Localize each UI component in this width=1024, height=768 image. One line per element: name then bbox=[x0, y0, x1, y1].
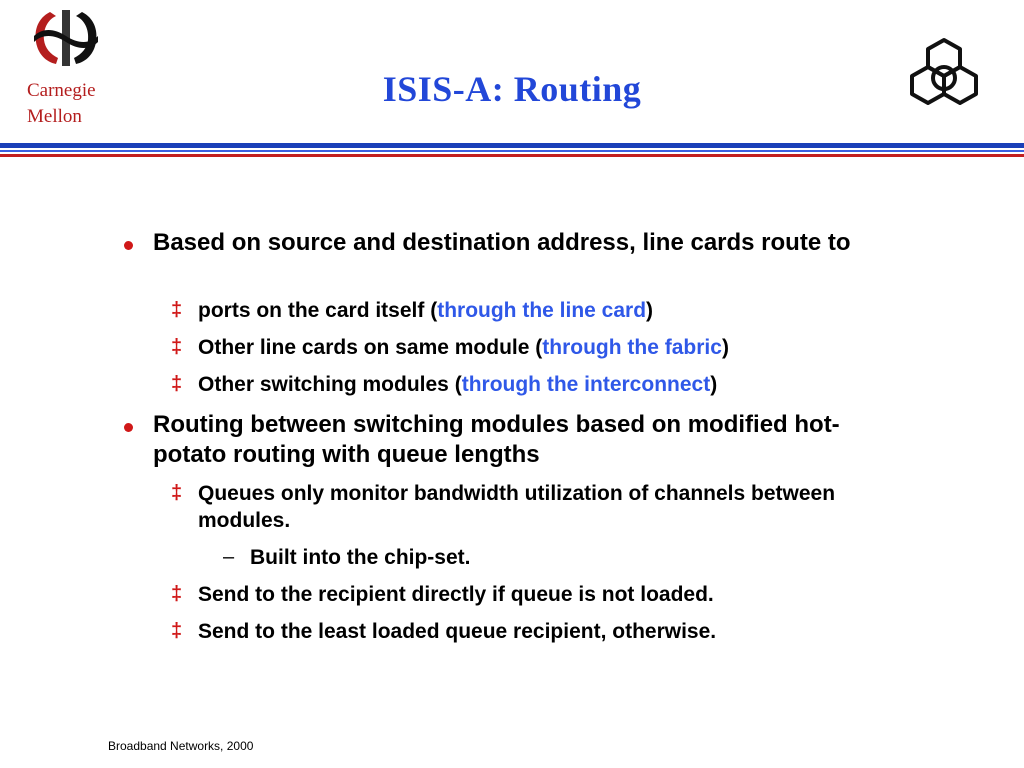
bullet-item bbox=[153, 228, 893, 258]
sub-bullet-text: Send to the recipient directly if queue is not loaded. bbox=[198, 583, 714, 606]
highlight-text: through the fabric bbox=[542, 336, 722, 359]
header-rule-blue bbox=[0, 143, 1024, 148]
sub-bullet-text-end: ) bbox=[721, 336, 729, 359]
red-dot-bullet-icon bbox=[124, 423, 133, 432]
trefoil-logo-icon bbox=[908, 36, 980, 108]
footer-text: Broadband Networks, 2000 bbox=[108, 739, 254, 753]
carnegie-mellon-logo-icon bbox=[28, 6, 104, 70]
double-dagger-bullet-icon: ‡ bbox=[171, 482, 183, 504]
double-dagger-bullet-icon: ‡ bbox=[171, 299, 183, 321]
sub-sub-bullet-item bbox=[223, 544, 890, 571]
sub-bullet-item bbox=[171, 371, 898, 398]
sub-bullet-item bbox=[171, 618, 898, 645]
sub-bullet-text-end: ) bbox=[710, 373, 718, 396]
sub-bullet-text-end: ) bbox=[646, 299, 654, 322]
double-dagger-bullet-icon: ‡ bbox=[171, 620, 183, 642]
sub-bullet-item bbox=[171, 581, 898, 608]
slide-title: ISIS-A: Routing bbox=[382, 69, 642, 109]
double-dagger-bullet-icon: ‡ bbox=[171, 583, 183, 605]
org-name-line2: Mellon bbox=[27, 106, 82, 127]
sub-bullet-text: Other line cards on same module ( bbox=[198, 336, 543, 359]
bullet-text: Routing between switching modules based on modified hot-potato routing with queue lengths bbox=[153, 411, 840, 468]
sub-bullet-text: ports on the card itself ( bbox=[198, 299, 438, 322]
sub-sub-bullet-text: Built into the chip-set. bbox=[250, 546, 471, 569]
org-name-line1: Carnegie bbox=[27, 80, 96, 101]
bullet-item bbox=[153, 410, 893, 470]
sub-bullet-item bbox=[171, 297, 898, 324]
highlight-text: through the line card bbox=[437, 299, 647, 322]
bullet-text: Based on source and destination address, line cards route to bbox=[153, 229, 851, 256]
dash-bullet-icon: – bbox=[223, 546, 235, 568]
highlight-text: through the interconnect bbox=[461, 373, 711, 396]
sub-bullet-text: Send to the least loaded queue recipient, otherwise. bbox=[198, 620, 717, 643]
header-rule-red bbox=[0, 154, 1024, 157]
sub-bullet-item bbox=[171, 334, 898, 361]
sub-bullet-text: Other switching modules ( bbox=[198, 373, 462, 396]
red-dot-bullet-icon bbox=[124, 241, 133, 250]
double-dagger-bullet-icon: ‡ bbox=[171, 373, 183, 395]
double-dagger-bullet-icon: ‡ bbox=[171, 336, 183, 358]
sub-bullet-item bbox=[171, 480, 898, 534]
sub-bullet-text: Queues only monitor bandwidth utilization of channels between modules. bbox=[198, 482, 836, 532]
header-rule-light-blue bbox=[0, 150, 1024, 152]
